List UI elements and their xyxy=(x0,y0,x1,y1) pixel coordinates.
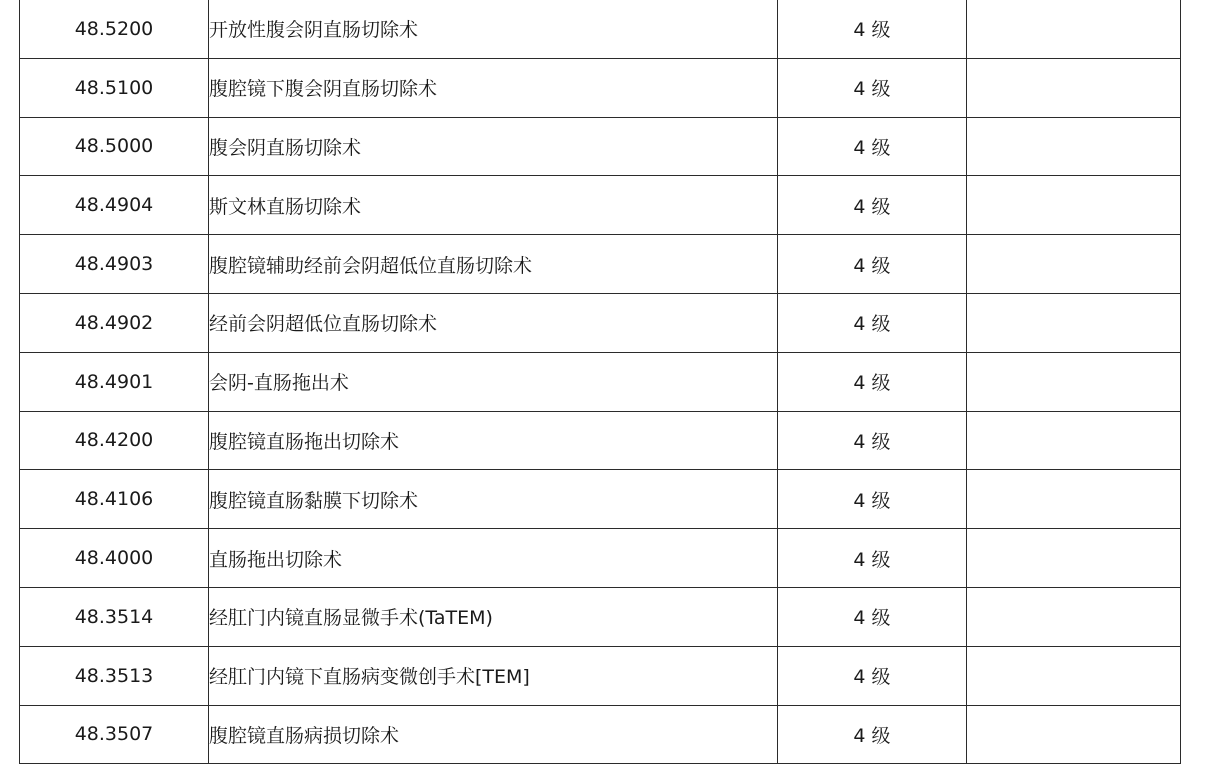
procedure-level-cell: 4 级 xyxy=(778,646,967,705)
procedure-name-cell: 腹会阴直肠切除术 xyxy=(209,117,778,176)
procedure-level-cell: 4 级 xyxy=(778,587,967,646)
procedure-name-cell: 斯文林直肠切除术 xyxy=(209,176,778,235)
procedure-name-cell: 腹腔镜下腹会阴直肠切除术 xyxy=(209,58,778,117)
procedure-code-cell: 48.4901 xyxy=(20,352,209,411)
note-cell xyxy=(967,117,1181,176)
table-row xyxy=(20,293,1181,352)
procedure-table xyxy=(19,0,1181,764)
procedure-code-cell: 48.3514 xyxy=(20,587,209,646)
note-cell xyxy=(967,529,1181,588)
procedure-name-cell: 开放性腹会阴直肠切除术 xyxy=(209,0,778,58)
procedure-name-cell: 经肛门内镜直肠显微手术(TaTEM) xyxy=(209,587,778,646)
table-row xyxy=(20,0,1181,58)
note-cell xyxy=(967,176,1181,235)
procedure-level-cell: 4 级 xyxy=(778,293,967,352)
procedure-name-cell: 腹腔镜直肠黏膜下切除术 xyxy=(209,470,778,529)
note-cell xyxy=(967,411,1181,470)
table-row xyxy=(20,646,1181,705)
procedure-level-cell: 4 级 xyxy=(778,411,967,470)
procedure-code-cell: 48.5200 xyxy=(20,0,209,58)
table-row xyxy=(20,235,1181,294)
note-cell xyxy=(967,470,1181,529)
note-cell xyxy=(967,587,1181,646)
procedure-code-cell: 48.3507 xyxy=(20,705,209,764)
procedure-name-cell: 腹腔镜直肠拖出切除术 xyxy=(209,411,778,470)
procedure-name-cell: 经肛门内镜下直肠病变微创手术[TEM] xyxy=(209,646,778,705)
note-cell xyxy=(967,0,1181,58)
procedure-code-cell: 48.4000 xyxy=(20,529,209,588)
procedure-code-cell: 48.5100 xyxy=(20,58,209,117)
table-row xyxy=(20,176,1181,235)
procedure-level-cell: 4 级 xyxy=(778,470,967,529)
table-row xyxy=(20,352,1181,411)
procedure-level-cell: 4 级 xyxy=(778,352,967,411)
note-cell xyxy=(967,705,1181,764)
table-row xyxy=(20,529,1181,588)
procedure-code-cell: 48.4902 xyxy=(20,293,209,352)
note-cell xyxy=(967,293,1181,352)
procedure-code-cell: 48.4904 xyxy=(20,176,209,235)
procedure-code-cell: 48.4200 xyxy=(20,411,209,470)
procedure-code-cell: 48.4903 xyxy=(20,235,209,294)
table-row xyxy=(20,470,1181,529)
procedure-table-container xyxy=(19,0,1180,764)
procedure-level-cell: 4 级 xyxy=(778,0,967,58)
table-row xyxy=(20,587,1181,646)
table-row xyxy=(20,411,1181,470)
procedure-level-cell: 4 级 xyxy=(778,117,967,176)
note-cell xyxy=(967,235,1181,294)
procedure-name-cell: 腹腔镜直肠病损切除术 xyxy=(209,705,778,764)
table-row xyxy=(20,705,1181,764)
procedure-level-cell: 4 级 xyxy=(778,529,967,588)
procedure-code-cell: 48.5000 xyxy=(20,117,209,176)
procedure-code-cell: 48.4106 xyxy=(20,470,209,529)
table-row xyxy=(20,117,1181,176)
table-body xyxy=(20,0,1181,764)
procedure-level-cell: 4 级 xyxy=(778,705,967,764)
procedure-level-cell: 4 级 xyxy=(778,58,967,117)
note-cell xyxy=(967,352,1181,411)
procedure-name-cell: 直肠拖出切除术 xyxy=(209,529,778,588)
procedure-code-cell: 48.3513 xyxy=(20,646,209,705)
procedure-level-cell: 4 级 xyxy=(778,176,967,235)
procedure-name-cell: 腹腔镜辅助经前会阴超低位直肠切除术 xyxy=(209,235,778,294)
procedure-name-cell: 经前会阴超低位直肠切除术 xyxy=(209,293,778,352)
procedure-level-cell: 4 级 xyxy=(778,235,967,294)
table-row xyxy=(20,58,1181,117)
note-cell xyxy=(967,646,1181,705)
note-cell xyxy=(967,58,1181,117)
procedure-name-cell: 会阴-直肠拖出术 xyxy=(209,352,778,411)
